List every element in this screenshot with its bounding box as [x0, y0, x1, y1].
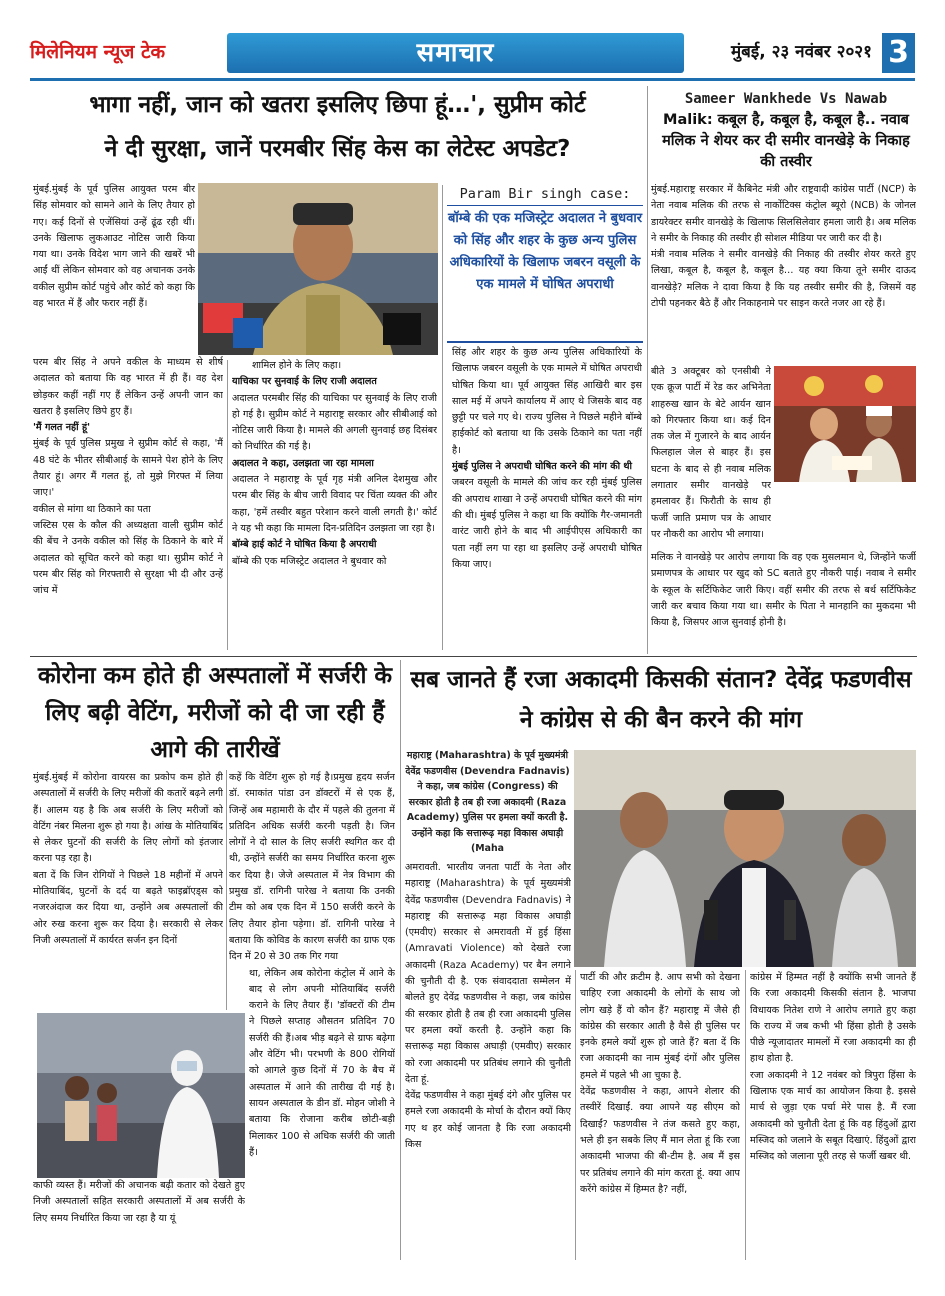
story1-col2-para2: अदालत परमबीर सिंह की याचिका पर सुनवाई के लिए राजी हो गई है। सुप्रीम कोर्ट ने महाराष्ट्र सरकार और सीबीआई को नोटिस जारी किया है। मामले की अगली सुनवाई छह दिसंबर को निर्धारित की गई है।: [232, 392, 437, 453]
newspaper-brand: मिलेनियम न्यूज टेक: [30, 41, 166, 63]
story1-subhead2: याचिका पर सुनवाई के लिए राजी अदालत: [232, 376, 377, 388]
story1-subhead5: मुंबई पुलिस ने अपराधी घोषित करने की मांग की थी: [452, 461, 633, 473]
officer-portrait-icon: [198, 183, 438, 355]
story4-divider1: [575, 970, 576, 1260]
story3-para1: मुंबई.मुंबई में कोरोना वायरस का प्रकोप कम होते ही अस्पतालों में सर्जरी के लिए मरीजों की कतारें बढ़ने लगी हैं। आलम यह है कि अब सर्जरी के लिए मरीजों को वेटिंग नंबर मिलना शुरू हो गया है। आंख के मोतियाबिंद से लेकर घुटनों की सर्जरी के लिए लोगों को इंतजार करना पड़ रहा है।: [33, 772, 223, 865]
story1-col2-para4: बॉम्बे की एक मजिस्ट्रेट अदालत ने बुधवार को: [232, 555, 387, 567]
story3-col2-para1: कहें कि वेटिंग शुरू हो गई है।प्रमुख हृदय सर्जन डॉ. रमाकांत पांडा उन डॉक्टरों में से एक हैं, जिन्हें अब महामारी के दौर में पहले की तुलना में प्रतिदिन अधिक सर्जरी करनी पड़ती है। जिन लोगों ने दो साल के लिए सर्जरी स्थगित कर दी थी, उन्होंने सर्जरी का समय निर्धारित करना शुरू कर दिया है। जेजे अस्पताल में नेत्र विभाग की प्रमुख डॉ. रागिनी पारेख ने बताया कि उनकी टीम को अब एक दिन में 150 सर्जरी करने के लिए तैयार होना पड़ेगा। डॉ. रागिनी पारेख ने बताया कि कोविड के कारण सर्जरी का ग्राफ एक दिन में 20 से 30 तक गिर गया: [229, 772, 395, 963]
story1-headline-line2: ने दी सुरक्षा, जानें परमबीर सिंह केस का लेटेस्ट अपडेट?: [104, 136, 571, 162]
story3-para3: काफी व्यस्त हैं। मरीजों की अचानक बढ़ी कतार को देखते हुए निजी अस्पतालों सहित सरकारी अस्पतालों में अब सर्जरी के लिए समय निर्धारित किया जा रहा है या यूं: [33, 1180, 245, 1224]
section-band: [227, 33, 684, 73]
story2-para2: मंत्री नवाब मलिक ने समीर वानखेड़े की निकाह की तस्वीर शेयर करते हुए लिखा, कबूल है, कबूल है, कबूल है… यह क्या किया तूने समीर दाऊद वानखेड़े? मलिक ने दावा किया है कि यह तस्वीर समीर की है, जिसमें वह टोपी पहनकर बैठे हैं और निकाहनामे पर साइन करते नजर आ रहे हैं।: [651, 249, 916, 310]
fadnavis-caption: महाराष्ट्र (Maharashtra) के पूर्व मुख्यमंत्री देवेंद्र फडणवीस (Devendra Fadnavis) ने कहा, जब कांग्रेस (Congress) की सरकार होती है तब ही रजा अकादमी (Raza Academy) पुलिस पर हमला क्यों करती है. उन्होंने कहा कि सत्तारूढ़ महा विकास अघाड़ी (Maha: [405, 750, 570, 854]
story4-col2-para2: देवेंद्र फडणवीस ने कहा, आपने शेलार की तस्वीरें दिखाईं. क्या आपने यह सीएम को दिखाईं? फडणवीस ने तंज कसते हुए कहा, भले ही इन सबके लिए मैं मान लेता हूं कि रजा अकादमी भाजपा की बी-टीम है. अब मैं इस पर प्रतिबंध लगाने की मांग करता हूं. क्या आप करेंगे कांग्रेस में हिम्मत है? नहीं,: [580, 1086, 740, 1195]
covid-hospital-photo: [37, 1013, 245, 1178]
page-number: 3: [882, 33, 915, 73]
press-conference-icon: [574, 750, 916, 967]
story2-kicker: Sameer Wankhede Vs Nawab: [684, 91, 888, 107]
story3-column2: [229, 770, 395, 1260]
story4-col2-para1: पार्टी की और क्रटीम है. आप सभी को देखना चाहिए रजा अकादमी के लोगों के साथ जो लोग खड़े हैं वो कौन हैं? महाराष्ट्र में जैसे ही कांग्रेस की सरकार आती है वैसे ही पुलिस पर इनके हमले क्यों शुरू हो जाते हैं? बता दें कि रजा अकादमी का नाम मुंबई दंगों और पुलिस हमले में पहले भी आ चुका है.: [580, 972, 740, 1081]
story1-subhead4: बॉम्बे हाई कोर्ट ने घोषित किया है अपराधी: [232, 539, 377, 551]
story4-column2: [580, 970, 740, 1260]
box-kicker: Param Bir singh case:: [447, 183, 643, 206]
story3-divider: [226, 770, 227, 1010]
masthead-rule: [30, 78, 915, 81]
story2-column-top: [651, 182, 916, 364]
story1-col2-para1: शामिल होने के लिए कहा।: [252, 360, 342, 371]
story1-lead: मुंबई.मुंबई के पूर्व पुलिस आयुक्त परम बीर सिंह सोमवार को सामने आने के लिए तैयार हो गए। कई दिनों से एजेंसियां उन्हें ढूंढ रही थीं। उनके खिलाफ लुकआउट नोटिस जारी किया गया था। उनके विदेश भाग जाने की खबरें भी आईं थीं लेकिन सोमवार को वह अचानक उनके वकील सुप्रीम कोर्ट पहुंचे और कोर्ट को कहा कि वह भारत में हैं और फरार नहीं हैं।: [33, 184, 195, 310]
story1-column1a: [33, 182, 195, 354]
wedding-photo-icon: [774, 366, 916, 482]
story3-column1b: [33, 1178, 245, 1260]
story4-col3-para2: रजा अकादमी ने 12 नवंबर को त्रिपुरा हिंसा के खिलाफ एक मार्च का आयोजन किया है. इससे मार्च से जुड़ा एक पर्चा मेरे पास है. मैं रजा अकादमी को चुनौती देता हूं कि वह हिंदुओं द्वारा मस्जिद को जलाने के सबूत दिखाएं. हिंदुओं द्वारा मस्जिद को जलाना पूरी तरह से फर्जी खबर थी.: [750, 1069, 916, 1163]
story4-para1: अमरावती. भारतीय जनता पार्टी के नेता और महाराष्ट्र (Maharashtra) के पूर्व मुख्यमंत्री देवेंद्र फडणवीस (Devendra Fadnavis) ने महाराष्ट्र की सत्तारूढ़ महा विकास अघाड़ी (एमवीए) सरकार से अमरावती में हुई हिंसा (Amravati Violence) को देखते रजा अकादमी (Raza Academy) पर बैन लगाने की चुनौती दी है. एक संवाददाता सम्मेलन में बोलते हुए देवेंद्र फडणवीस ने कहा, जब कांग्रेस की सरकार होती है तब ही रजा अकादमी पुलिस पर हमला क्यों करती है. उन्होंने कहा कि सत्तारूढ़ महा विकास अघाड़ी (एमवीए) सरकार को रजा अकादमी पर प्रतिबंध लगाने की चुनौती देता हूं.: [405, 862, 571, 1085]
story1-column2: [232, 358, 437, 650]
story3-col2-para2: था, लेकिन अब कोरोना कंट्रोल में आने के बाद से लोग अपनी मोतियाबिंद सर्जरी कराने के लिए तैयार हैं। 'डॉक्टरों की टीम ने पिछले सप्ताह औसतन प्रतिदिन 70 सर्जरी की हैं।अब भीड़ बढ़ने से ग्राफ बढ़ेगा और वेटिंग भी। परभणी के 800 रोगियों को आगले कुछ दिनों में 70 के बैच में अस्पताल में आने की तारीख दी गई है। सायन अस्पताल के डीन डॉ. मोहन जोशी ने बताया कि रोजाना करीब छोटी-बड़ी मिलाकर 100 से अधिक सर्जरी की जाती हैं।: [249, 967, 395, 1158]
story4-divider2: [745, 970, 746, 1260]
vertical-divider-bottom: [400, 660, 401, 1260]
fadnavis-photo: [574, 750, 916, 967]
vertical-divider-right: [647, 86, 648, 654]
story4-column3: [750, 970, 916, 1260]
story1-subhead3: अदालत ने कहा, उलझता जा रहा मामला: [232, 457, 374, 469]
story1-column1b: [33, 355, 223, 650]
story1-subhead1: 'मैं गलत नहीं हूं': [33, 422, 91, 434]
story4-column1: [405, 860, 571, 1260]
story2-para1: मुंबई.महाराष्ट्र सरकार में कैबिनेट मंत्री और राष्ट्रवादी कांग्रेस पार्टी (NCP) के नेता नवाब मलिक की तरफ से नार्कोटिक्स कंट्रोल ब्यूरो (NCB) के जोनल डायरेक्टर समीर वानखेड़े के खिलाफ सिलसिलेवार हमला जारी है। अब मलिक ने समीर के निकाह की तस्वीर ही सोशल मीडिया पर जारी कर दी है।: [651, 184, 916, 244]
story3-headline: कोरोना कम होते ही अस्पतालों में सर्जरी के लिए बढ़ी वेटिंग, मरीजों को दी जा रही हैं आगे की तारीखें: [37, 663, 393, 763]
mid-page-rule: [30, 656, 917, 657]
dateline: मुंबई, २३ नवंबर २०२१: [730, 42, 872, 62]
story2-para4: मलिक ने वानखेड़े पर आरोप लगाया कि वह एक मुसलमान थे, जिन्होंने फर्जी प्रमाणपत्र के आधार पर खुद को SC बताते हुए नौकरी पाई। नवाब ने समीर के स्कूल के सर्टिफिकेट जारी किए। वहीं समीर की तरफ से बर्थ सर्टिफिकेट जारी कर बचाव किया गया था। समीर के पिता ने मानहानि का मुकदमा भी किया है, जिसपर आज सुनवाई होनी है।: [651, 552, 916, 629]
story1-col2-para3: अदालत ने महाराष्ट्र के पूर्व गृह मंत्री अनिल देशमुख और परम बीर सिंह के बीच जारी विवाद पर चिंता व्यक्त की और कहा, 'हमें तस्वीर बहुत परेशान करने वाली लगती है।' कोर्ट ने यह भी कहा कि मामला दिन-प्रतिदिन उलझता जा रहा है।: [232, 474, 437, 534]
story4-col3-para1: कांग्रेस में हिम्मत नहीं है क्योंकि सभी जानते हैं कि रजा अकादमी किसकी संतान है. भाजपा विधायक नितेश राणे ने आरोप लगाते हुए कहा कि राज्य में जब कभी भी हिंसा होती है उसके पीछे न्यूजादातर मामलों में रजा अकादमी का ही हाथ होता है.: [750, 972, 916, 1065]
story1-para5: जस्टिस एस के कौल की अध्यक्षता वाली सुप्रीम कोर्ट की बेंच ने उनके वकील को सिंह के ठिकाने के बारे में अदालत को सूचित करने को कहा था। सुप्रीम कोर्ट ने परम बीर सिंह को गिरफ्तारी से सुरक्षा भी दी और उन्हें जांच में: [33, 519, 223, 597]
param-bir-box: [447, 183, 643, 343]
story1-para4: वकील से मांगा था ठिकाने का पता: [33, 503, 151, 515]
parambir-photo: [198, 183, 438, 355]
story3-para2: बता दें कि जिन रोगियों ने पिछले 18 महीनों में अपने मोतियाबिंद, घुटनों के दर्द या बढ़ते फाइब्रॉएड्स को नजरअंदाज कर दिया था, उन्होंने अब अस्पतालों की ओर रुख करना शुरू कर दिया है। सरकारी से लेकर निजी अस्पतालों में कार्यरत सर्जन इन दिनों: [33, 869, 223, 946]
story1-col3-para2: जबरन वसूली के मामले की जांच कर रही मुंबई पुलिस की अपराध शाखा ने उन्हें अपराधी घोषित करने की मांग की थी। मुंबई पुलिस ने कहा था कि क्योंकि गैर-जमानती वारंट जारी होने के बाद भी आईपीएस अधिकारी का पता नहीं लग पा रहा था इसलिए उन्हें अपराधी घोषित किया जाए।: [452, 477, 642, 570]
story1-headline-line1: भागा नहीं, जान को खतरा इसलिए छिपा हूं…', सुप्रीम कोर्ट: [89, 92, 586, 118]
box-headline: बॉम्बे की एक मजिस्ट्रेट अदालत ने बुधवार को सिंह और शहर के कुछ अन्य पुलिस अधिकारियों के खिलाफ जबरन वसूली के एक मामले में घोषित अपराधी: [447, 211, 643, 292]
story4-para2: देवेंद्र फडणवीस ने कहा मुंबई दंगे और पुलिस पर हमले रजा अकादमी के मोर्चा के दौरान क्यों किए गए थ हर कोई जानता है कि रजा अकादमी किस: [405, 1090, 571, 1151]
story1-col3-para1: सिंह और शहर के कुछ अन्य पुलिस अधिकारियों के खिलाफ जबरन वसूली के एक मामले में घोषित अपराधी घोषित किया था। पूर्व आयुक्त सिंह आखिरी बार इस साल मई में अपने कार्यालय में आए थे जिसके बाद वह छुट्टी पर चले गए थे। राज्य पुलिस ने पिछले महीने बॉम्बे हाईकोर्ट को बताया था कि उसके ठिकाने का पता नहीं है।: [452, 347, 642, 456]
story2-column-mid: [651, 364, 771, 550]
story2-column-bottom: [651, 550, 916, 655]
story1-column3: [452, 345, 642, 650]
story1-divider1: [227, 360, 228, 650]
ppe-health-workers-icon: [37, 1013, 245, 1178]
story3-column1a: [33, 770, 223, 1010]
story2-para3: बीते 3 अक्टूबर को एनसीबी ने एक क्रूज पार्टी में रेड कर अभिनेता शाहरुख खान के बेटे आर्यन खान को गिरफ्तार किया था। कई दिन तक जेल में गुजारने के बाद आर्यन फिलहाल जेल से बाहर हैं। इस घटना के बाद से ही नवाब मलिक लगातार समीर वानखेड़े पर हमलावर हैं। फिरौती के साथ ही फर्जी जाति प्रमाण पत्र के आधार पर नौकरी का आरोप भी लगाया।: [651, 366, 771, 540]
story1-para2: परम बीर सिंह ने अपने वकील के माध्यम से शीर्ष अदालत को बताया कि वह भारत में ही हैं। वह देश छोड़कर कहीं नहीं गए हैं लेकिन उन्हें अपनी जान का खतरा है इसलिए छिपे हुए हैं।: [33, 357, 223, 417]
story1-divider2: [442, 185, 443, 650]
wankhede-wedding-photo: [774, 366, 916, 482]
story2-headline: Malik: कबूल है, कबूल है, कबूल है.. नवाब मलिक ने शेयर कर दी समीर वानखेड़े के निकाह की तस्वीर: [662, 112, 910, 170]
story1-para3: मुंबई के पूर्व पुलिस प्रमुख ने सुप्रीम कोर्ट से कहा, 'मैं 48 घंटे के भीतर सीबीआई के सामने पेश होने के लिए तैयार हूं। अगर मैं गलत हूं, तो मुझे गिरफ्त में लिया जाए।': [33, 438, 223, 499]
story4-headline: सब जानते हैं रजा अकादमी किसकी संतान? देवेंद्र फडणवीस ने कांग्रेस से की बैन करने की मांग: [410, 667, 912, 733]
section-title: समाचार: [416, 38, 495, 68]
